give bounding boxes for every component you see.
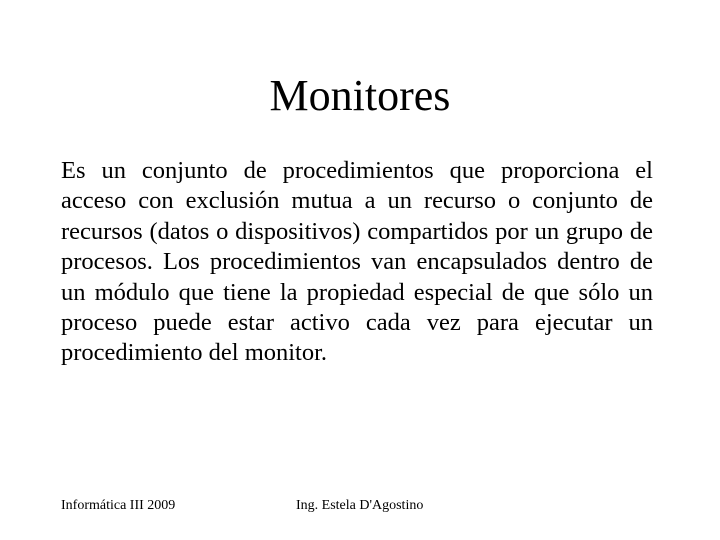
footer-author: Ing. Estela D'Agostino: [296, 498, 424, 513]
footer-course: Informática III 2009: [61, 498, 176, 513]
slide-body-text: Es un conjunto de procedimientos que proporciona el acceso con exclusión mutua a un recurso o conjunto de recursos (datos o dispositivos) compartidos por un grupo de procesos. Los procedimientos van encapsulados dentro de un módulo que tiene la propiedad especial de que sólo un proceso puede estar activo cada vez para ejecutar un procedimiento del monitor.: [61, 157, 653, 367]
slide-title: Monitores: [269, 71, 451, 120]
